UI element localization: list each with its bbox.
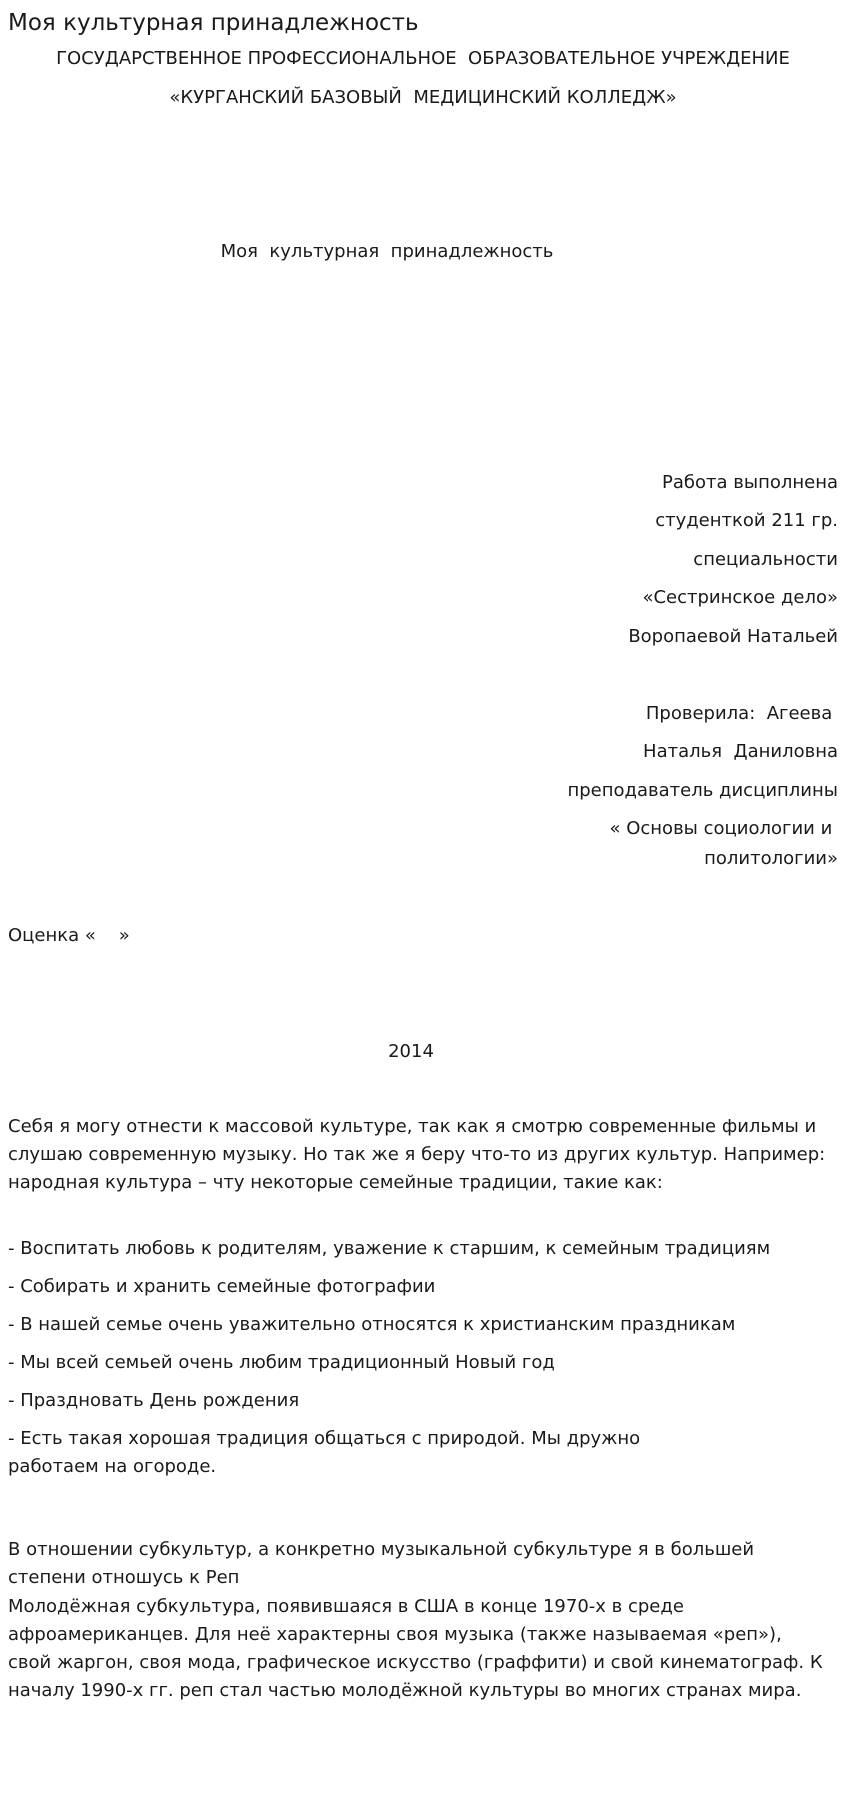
institution-line-2: «КУРГАНСКИЙ БАЗОВЫЙ МЕДИЦИНСКИЙ КОЛЛЕДЖ»: [169, 87, 677, 108]
author-line: Воропаевой Натальей: [628, 626, 838, 647]
reviewer-line: « Основы социологии и: [609, 818, 838, 839]
grade-label: Оценка « »: [8, 925, 130, 946]
institution-line-1: ГОСУДАРСТВЕННОЕ ПРОФЕССИОНАЛЬНОЕ ОБРАЗОВАТЕЛЬНОЕ УЧРЕЖДЕНИЕ: [56, 48, 790, 69]
author-line: студенткой 211 гр.: [655, 510, 838, 531]
list-item: - Есть такая хорошая традиция общаться с природой. Мы дружно работаем на огороде.: [8, 1428, 641, 1477]
list-item: - В нашей семье очень уважительно относятся к христианским праздникам: [8, 1314, 736, 1335]
subculture-intro: В отношении субкультур, а конкретно музыкальной субкультуре я в большей степени отношусь к Реп: [8, 1539, 755, 1588]
author-line: «Сестринское дело»: [642, 587, 838, 608]
reviewer-line: Проверила: Агеева: [645, 703, 838, 724]
year: 2014: [388, 1041, 434, 1062]
reviewer-line: преподаватель дисциплины: [567, 780, 838, 801]
list-item: - Собирать и хранить семейные фотографии: [8, 1276, 436, 1297]
document-title: Моя культурная принадлежность: [8, 10, 419, 36]
reviewer-line: политологии»: [704, 848, 838, 869]
document-page: [8, 0, 838, 1819]
work-title: Моя культурная принадлежность: [220, 241, 554, 262]
subculture-description: Молодёжная субкультура, появившаяся в США в конце 1970-х в среде афроамериканцев. Для неё характерны своя музыка (также называемая «реп»), свой жаргон, своя мода, графическое искусство (граффити) и свой кинематограф. К началу 1990-х гг. реп стал частью молодёжной культуры во многих странах мира.: [8, 1596, 823, 1701]
intro-paragraph: Себя я могу отнести к массовой культуре, так как я смотрю современные фильмы и слушаю современную музыку. Но так же я беру что-то из других культур. Например: народная культура – чту некоторые семейные традиции, такие как:: [8, 1116, 826, 1193]
list-item: - Мы всей семьей очень любим традиционный Новый год: [8, 1352, 555, 1373]
reviewer-line: Наталья Даниловна: [643, 741, 838, 762]
author-line: специальности: [693, 549, 838, 570]
author-line: Работа выполнена: [662, 472, 838, 493]
list-item: - Воспитать любовь к родителям, уважение к старшим, к семейным традициям: [8, 1238, 771, 1259]
list-item: - Праздновать День рождения: [8, 1390, 300, 1411]
traditions-list: [8, 1235, 838, 1491]
